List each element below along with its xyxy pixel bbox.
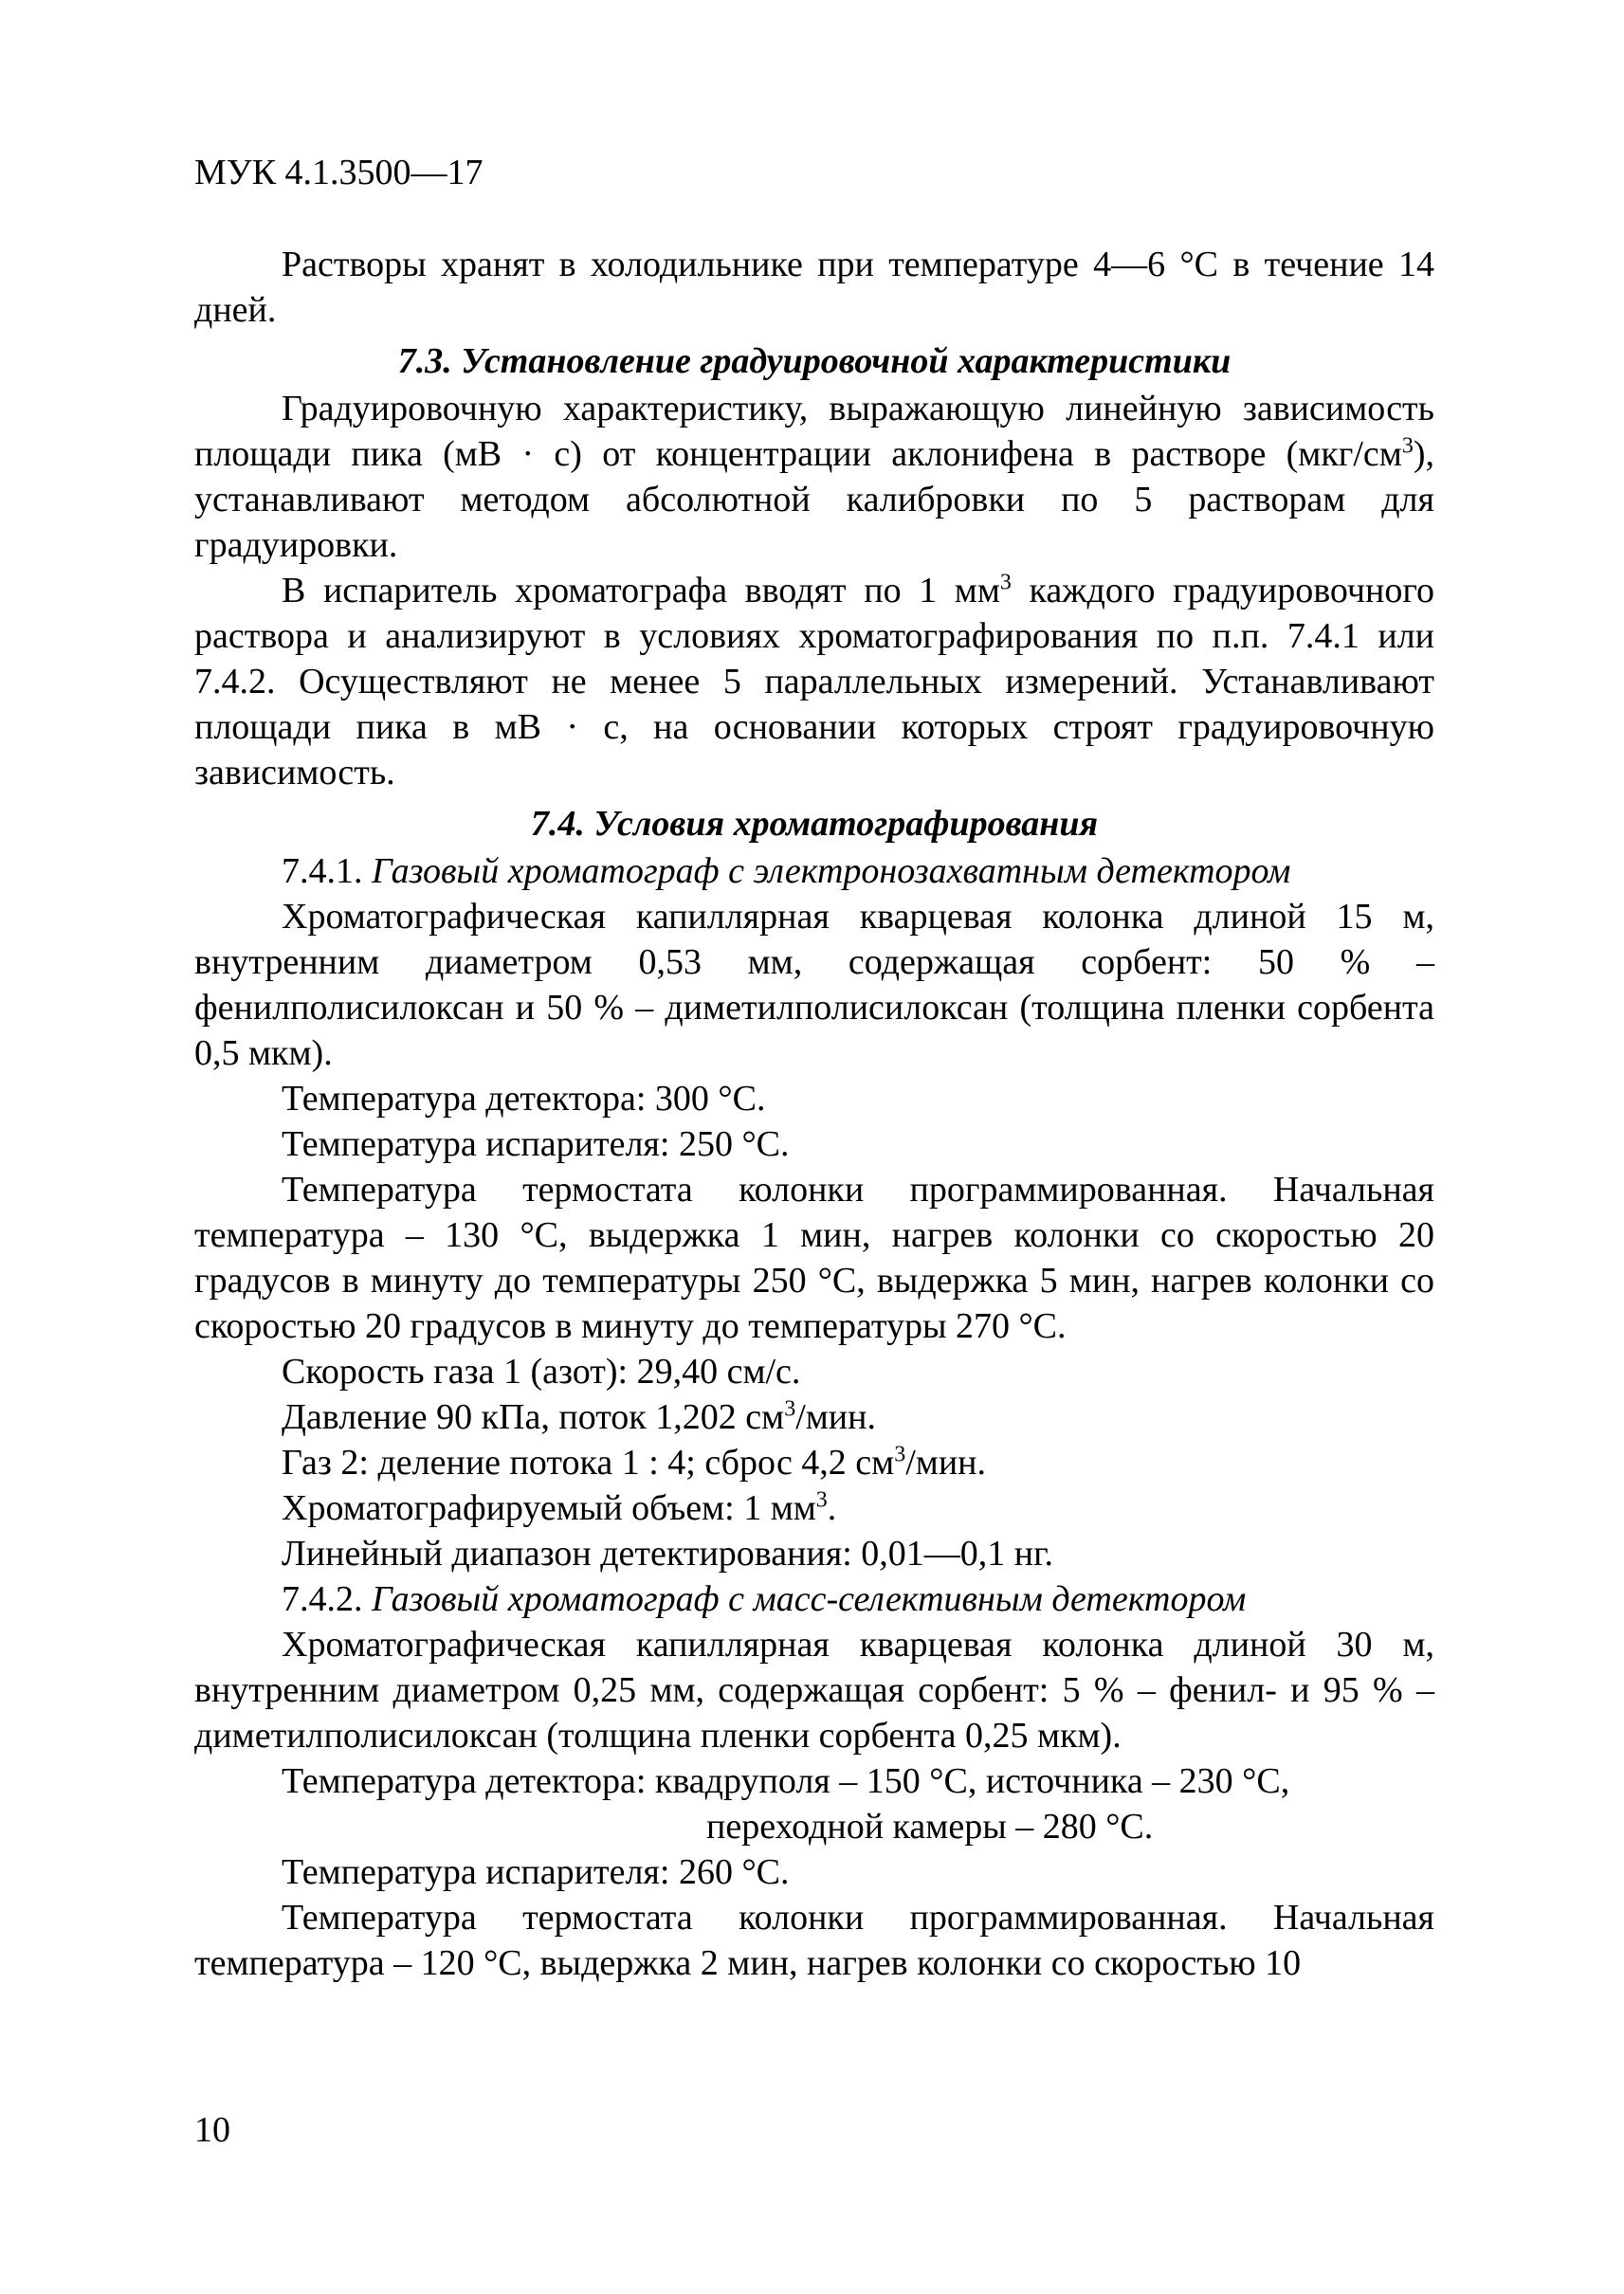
subsection-heading-7-4-2: 7.4.2. Газовый хроматограф с масс-селективным детектором [282, 1579, 1247, 1619]
page-number: 10 [194, 2110, 230, 2150]
evaporator-temperature-2: Температура испарителя: 260 °С. [282, 1852, 790, 1892]
section-heading-7-3: 7.3. Установление градуировочной характеристики [397, 341, 1232, 381]
superscript: 3 [784, 1396, 796, 1422]
superscript: 3 [1401, 433, 1414, 459]
superscript: 3 [999, 570, 1012, 595]
paragraph-storage: Растворы хранят в холодильнике при температуре 4—6 °С в течение 14 дней. [194, 245, 1434, 330]
paragraph-calibration: Градуировочную характеристику, выражающую линейную зависимость площади пика (мВ · с) от концентрации аклонифена в растворе $(мкг/см^3)$, устанавливают методом абсолютной калибровки по 5 растворам для градуировки. [194, 389, 1434, 565]
detector-temperature-1: Температура детектора: 300 °С. [282, 1079, 766, 1119]
superscript: 3 [894, 1442, 906, 1467]
gas-2-split: Газ 2: деление потока 1 : 4; сброс 4,2 $см^3$/мин. [282, 1442, 987, 1483]
section-heading-7-4: 7.4. Условия хроматографирования [530, 804, 1099, 844]
injected-volume: Хроматографируемый объем: 1 $мм^3$. [282, 1487, 837, 1528]
paragraph-column-1: Хроматографическая капиллярная кварцевая колонка длиной 15 м, внутренним диаметром 0,53 мм, содержащая сорбент: 50 % – фенилполисилоксан и 50 % – диметилполисилоксан (толщина пленки сорбента 0,5 мкм). [194, 897, 1434, 1073]
thermostat-program-2: Температура термостата колонки программированная. Начальная температура – 120 °С, выдержка 2 мин, нагрев колонки со скоростью 10 [194, 1898, 1434, 1983]
detector-temperature-2: Температура детектора: квадруполя – 150 °С, источника – 230 °С, [282, 1761, 1290, 1801]
paragraph-column-2: Хроматографическая капиллярная кварцевая колонка длиной 30 м, внутренним диаметром 0,25 мм, содержащая сорбент: 5 % – фенил- и 95 % – диметилполисилоксан (толщина пленки сорбента 0,25 мкм). [194, 1625, 1434, 1756]
page-body [194, 242, 1434, 1986]
paragraph-injection: В испаритель хроматографа вводят по 1 $мм^3$ каждого градуировочного раствора и анализируют в условиях хроматографирования по п.п. 7.4.1 или 7.4.2. Осуществляют не менее 5 параллельных измерений. Устанавливают площади пика в мВ · с, на основании которых строят градуировочную зависимость. [194, 570, 1434, 792]
superscript: 3 [815, 1487, 828, 1513]
pressure-flow: Давление 90 кПа, поток 1,202 $см^3$/мин. [282, 1396, 876, 1437]
linear-range: Линейный диапазон детектирования: 0,01—0,1 нг. [282, 1534, 1053, 1574]
document-code: МУК 4.1.3500—17 [194, 153, 484, 192]
evaporator-temperature-1: Температура испарителя: 250 °С. [282, 1124, 790, 1164]
subsection-heading-7-4-1: 7.4.1. Газовый хроматограф с электронозахватным детектором [282, 851, 1291, 891]
detector-temperature-2-continued: переходной камеры – 280 °С. [706, 1807, 1154, 1847]
gas-speed: Скорость газа 1 (азот): 29,40 см/с. [282, 1352, 801, 1392]
thermostat-program-1: Температура термостата колонки программированная. Начальная температура – 130 °С, выдержка 1 мин, нагрев колонки со скоростью 20 градусов в минуту до температуры 250 °С, выдержка 5 мин, нагрев колонки со скоростью 20 градусов в минуту до температуры 270 °С. [194, 1170, 1434, 1346]
